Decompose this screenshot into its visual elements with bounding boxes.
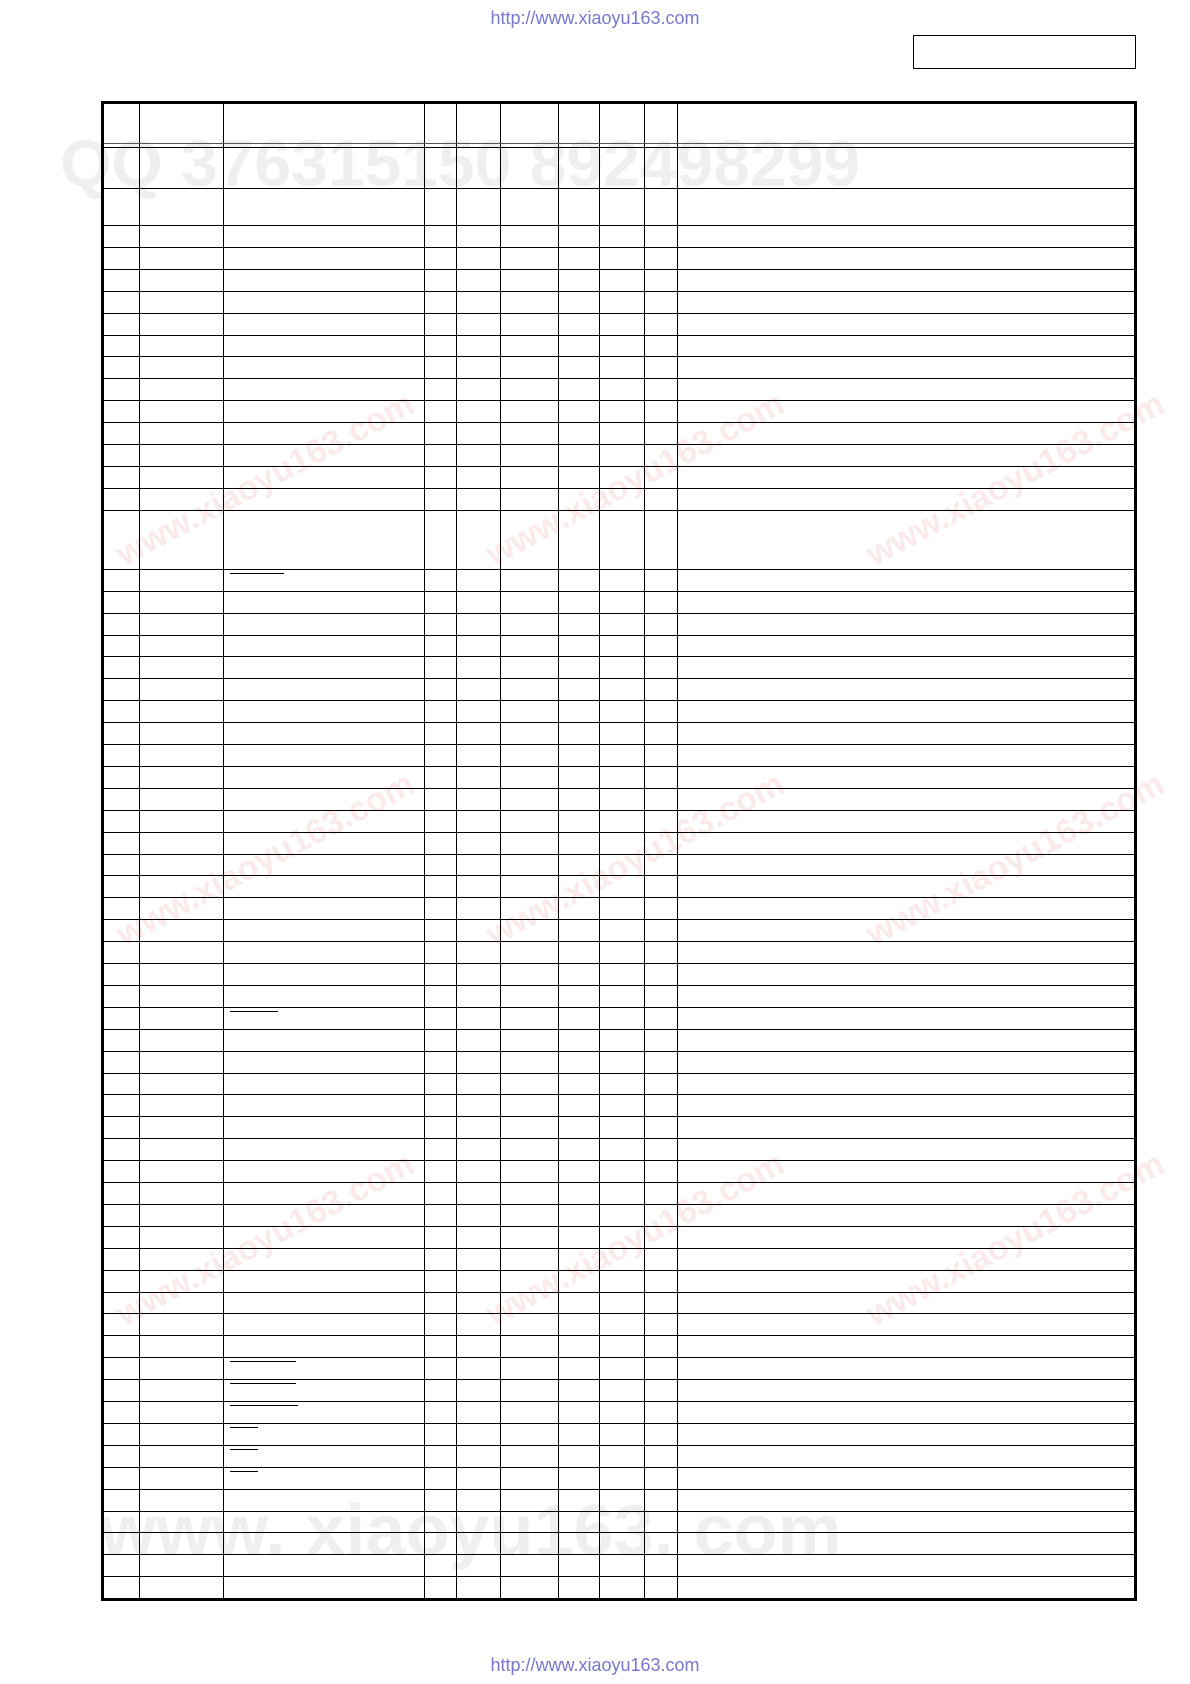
table-row-divider [104, 613, 1134, 614]
table-column-divider [677, 104, 678, 1598]
signal-overline-mark [230, 1361, 296, 1362]
signal-overline-mark [230, 573, 284, 574]
table-row-divider [104, 400, 1134, 401]
watermark-diag: www.xiaoyu163.com [480, 764, 791, 954]
watermark-qq-line: QQ 376315150 892498299 [60, 126, 861, 200]
watermark-diag: www.xiaoyu163.com [110, 1144, 421, 1334]
signal-overline-mark [230, 1427, 258, 1428]
table-row-divider [104, 875, 1134, 876]
table-row-divider [104, 1094, 1134, 1095]
table-row-divider [104, 225, 1134, 226]
table-row-divider [104, 313, 1134, 314]
watermark-diag: www.xiaoyu163.com [110, 764, 421, 954]
table-row-divider [104, 1051, 1134, 1052]
table-row-divider [104, 832, 1134, 833]
table-row-divider [104, 444, 1134, 445]
table-row-divider [104, 766, 1134, 767]
source-url-bottom[interactable]: http://www.xiaoyu163.com [490, 1655, 700, 1675]
table-header-divider [104, 147, 1134, 148]
source-url-top[interactable]: http://www.xiaoyu163.com [490, 8, 700, 28]
table-row-divider [104, 1116, 1134, 1117]
table-row-divider [104, 722, 1134, 723]
table-column-divider [139, 104, 140, 1598]
watermark-diag: www.xiaoyu163.com [860, 384, 1171, 574]
table-row-divider [104, 963, 1134, 964]
table-row-divider [104, 1313, 1134, 1314]
signal-overline-mark [230, 1383, 296, 1384]
table-row-divider [104, 1401, 1134, 1402]
table-column-divider [223, 104, 224, 1598]
table-row-divider [104, 569, 1134, 570]
table-row-divider [104, 1445, 1134, 1446]
signal-overline-mark [230, 1449, 258, 1450]
table-row-divider [104, 291, 1134, 292]
table-row-divider [104, 788, 1134, 789]
table-row-divider [104, 854, 1134, 855]
table-row-divider [104, 1029, 1134, 1030]
watermark-diag: www.xiaoyu163.com [110, 384, 421, 574]
table-row-divider [104, 635, 1134, 636]
table-row-divider [104, 919, 1134, 920]
table-row-divider [104, 1007, 1134, 1008]
table-column-divider [456, 104, 457, 1598]
table-row-divider [104, 1270, 1134, 1271]
table-row-divider [104, 1138, 1134, 1139]
table-row-divider [104, 1467, 1134, 1468]
watermark-site-line: www. xiaoyu163. com [100, 1491, 842, 1571]
table-row-divider [104, 422, 1134, 423]
table-row-divider [104, 1554, 1134, 1555]
table-row-divider [104, 656, 1134, 657]
table-row-divider [104, 1489, 1134, 1490]
table-column-divider [424, 104, 425, 1598]
table-row-divider [104, 985, 1134, 986]
table-row-divider [104, 700, 1134, 701]
table-row-divider [104, 744, 1134, 745]
table-row-divider [104, 247, 1134, 248]
table-row-divider [104, 1532, 1134, 1533]
signal-overline-mark [230, 1011, 278, 1012]
table-row-divider [104, 1423, 1134, 1424]
table-row-divider [104, 591, 1134, 592]
table-row-divider [104, 1511, 1134, 1512]
table-column-divider [500, 104, 501, 1598]
table-row-divider [104, 188, 1134, 189]
table-row-divider [104, 466, 1134, 467]
table-row-divider [104, 1182, 1134, 1183]
watermark-diag: www.xiaoyu163.com [480, 1144, 791, 1334]
table-row-divider [104, 1357, 1134, 1358]
table-row-divider [104, 1576, 1134, 1577]
table-header-divider [104, 143, 1134, 144]
watermark-diag: www.xiaoyu163.com [860, 1144, 1171, 1334]
table-row-divider [104, 1204, 1134, 1205]
table-row-divider [104, 356, 1134, 357]
table-row-divider [104, 897, 1134, 898]
table-row-divider [104, 269, 1134, 270]
table-row-divider [104, 510, 1134, 511]
table-row-divider [104, 941, 1134, 942]
table-row-divider [104, 1335, 1134, 1336]
table-row-divider [104, 378, 1134, 379]
table-row-divider [104, 488, 1134, 489]
document-label-box [913, 35, 1136, 69]
watermark-diag: www.xiaoyu163.com [480, 384, 791, 574]
watermark-diag: www.xiaoyu163.com [860, 764, 1171, 954]
table-row-divider [104, 678, 1134, 679]
table-row-divider [104, 335, 1134, 336]
table-row-divider [104, 1292, 1134, 1293]
table-row-divider [104, 1379, 1134, 1380]
table-column-divider [558, 104, 559, 1598]
table-column-divider [644, 104, 645, 1598]
table-row-divider [104, 810, 1134, 811]
signal-overline-mark [230, 1405, 298, 1406]
table-column-divider [599, 104, 600, 1598]
table-row-divider [104, 1226, 1134, 1227]
table-row-divider [104, 1248, 1134, 1249]
table-row-divider [104, 1073, 1134, 1074]
signal-overline-mark [230, 1471, 258, 1472]
pin-function-table [101, 101, 1137, 1601]
table-row-divider [104, 1160, 1134, 1161]
